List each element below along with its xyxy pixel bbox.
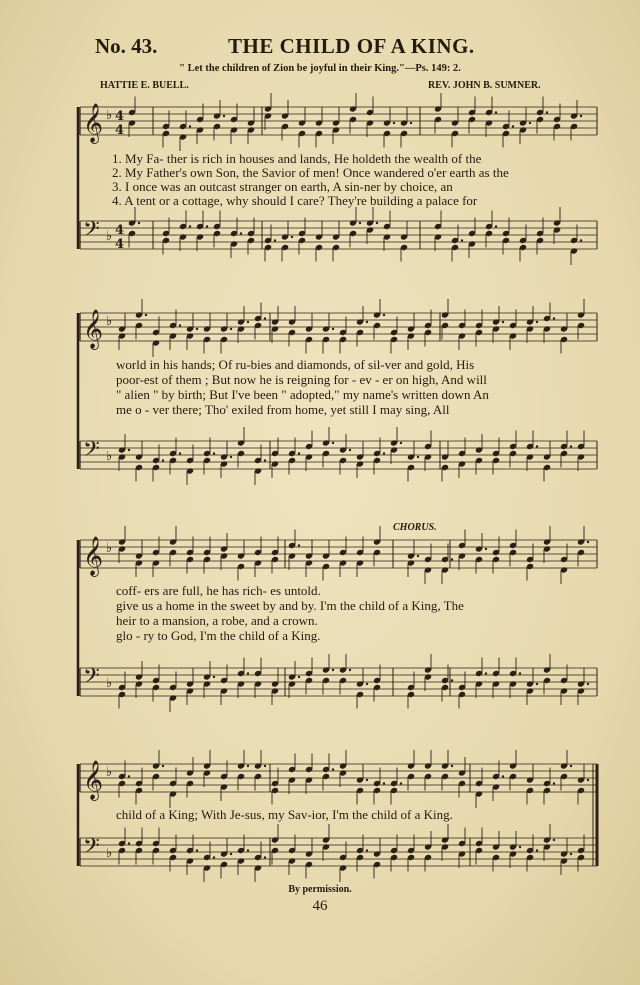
dot — [230, 328, 232, 330]
dot — [587, 541, 589, 543]
author-credit: HATTIE E. BUELL. — [100, 80, 189, 91]
lyric-line: give us a home in the sweet by and by. I'm the child of a King, The — [116, 598, 464, 613]
dot — [332, 669, 334, 671]
dot — [553, 782, 555, 784]
dot — [240, 232, 242, 234]
hymn-title: THE CHILD OF A KING. — [228, 34, 475, 58]
dot — [128, 842, 130, 844]
dot — [502, 775, 504, 777]
dot — [230, 853, 232, 855]
dot — [502, 321, 504, 323]
dot — [291, 236, 293, 238]
chorus-label: CHORUS. — [393, 522, 437, 533]
dot — [410, 122, 412, 124]
dot — [179, 324, 181, 326]
dot — [580, 239, 582, 241]
dot — [145, 314, 147, 316]
page-number: 46 — [312, 898, 328, 914]
dot — [485, 548, 487, 550]
lyric-line: 2. My Father's own Son, the Savior of men! Once wandered o'er earth as the — [112, 165, 509, 180]
dot — [587, 779, 589, 781]
dot — [247, 765, 249, 767]
flat-icon: ♭ — [106, 449, 113, 464]
dot — [196, 328, 198, 330]
dot — [247, 849, 249, 851]
lyric-line: poor-est of them ; But now he is reigning for - ev - er on high, And will — [116, 372, 487, 387]
lyric-line: glo - ry to God, I'm the child of a King. — [116, 628, 321, 643]
flat-icon: ♭ — [106, 846, 113, 861]
flat-icon: ♭ — [106, 676, 113, 691]
dot — [383, 782, 385, 784]
dot — [264, 459, 266, 461]
dot — [298, 676, 300, 678]
dot — [580, 115, 582, 117]
dot — [417, 456, 419, 458]
dot — [264, 856, 266, 858]
dot — [189, 125, 191, 127]
dot — [264, 317, 266, 319]
dot — [349, 669, 351, 671]
dot — [553, 317, 555, 319]
lyric-line: coff- ers are full, he has rich- es untold. — [116, 583, 321, 598]
dot — [393, 122, 395, 124]
dot — [298, 544, 300, 546]
lyric-line: 1. My Fa- ther is rich in houses and lands, He holdeth the wealth of the — [112, 151, 482, 166]
dot — [332, 328, 334, 330]
dot — [536, 321, 538, 323]
lyric-line: " alien " by birth; But I've been " adopted," my name's written down An — [116, 387, 489, 402]
dot — [128, 449, 130, 451]
epigraph: " Let the children of Zion be joyful in their King."—Ps. 149: 2. — [179, 63, 461, 74]
lyric-line: child of a King; With Je-sus, my Sav-ior, I'm the child of a King. — [116, 807, 453, 822]
dot — [383, 314, 385, 316]
composer-credit: REV. JOHN B. SUMNER. — [428, 80, 541, 91]
dot — [570, 853, 572, 855]
dot — [553, 839, 555, 841]
treble-clef-icon: 𝄞 — [83, 103, 104, 143]
lyric-line: heir to a mansion, a robe, and a crown. — [116, 613, 318, 628]
dot — [400, 782, 402, 784]
dot — [587, 683, 589, 685]
dot — [495, 225, 497, 227]
dot — [223, 115, 225, 117]
lyric-line: 3. I once was an outcast stranger on earth, A sin-ner by choice, an — [112, 179, 453, 194]
bass-clef-icon: 𝄢 — [83, 217, 100, 247]
dot — [519, 846, 521, 848]
time-signature: 4 — [115, 123, 125, 138]
time-signature: 4 — [115, 109, 125, 124]
dot — [570, 765, 572, 767]
dot — [162, 765, 164, 767]
lyric-line: world in his hands; Of ru-bies and diamonds, of sil-ver and gold, His — [116, 357, 475, 372]
dot — [451, 558, 453, 560]
dot — [570, 445, 572, 447]
dot — [366, 779, 368, 781]
dot — [376, 222, 378, 224]
dot — [332, 768, 334, 770]
dot — [546, 111, 548, 113]
dot — [128, 775, 130, 777]
dot — [512, 125, 514, 127]
time-signature: 4 — [115, 237, 125, 252]
flat-icon: ♭ — [106, 541, 113, 556]
dot — [366, 321, 368, 323]
dot — [451, 679, 453, 681]
dot — [349, 449, 351, 451]
time-signature: 4 — [115, 223, 125, 238]
treble-clef-icon: 𝄞 — [83, 760, 104, 800]
dot — [536, 849, 538, 851]
dot — [247, 321, 249, 323]
bass-clef-icon: 𝄢 — [83, 664, 100, 694]
dot — [247, 672, 249, 674]
dot — [519, 672, 521, 674]
dot — [189, 225, 191, 227]
dot — [536, 445, 538, 447]
dot — [495, 111, 497, 113]
bass-clef-icon: 𝄢 — [83, 437, 100, 467]
dot — [179, 452, 181, 454]
dot — [213, 676, 215, 678]
dot — [529, 122, 531, 124]
permission-note: By permission. — [288, 884, 352, 895]
dot — [536, 683, 538, 685]
dot — [213, 856, 215, 858]
dot — [451, 765, 453, 767]
dot — [485, 672, 487, 674]
hymn-number: No. 43. — [95, 34, 158, 58]
dot — [138, 222, 140, 224]
dot — [366, 849, 368, 851]
dot — [332, 442, 334, 444]
flat-icon: ♭ — [106, 314, 113, 329]
dot — [417, 555, 419, 557]
dot — [206, 225, 208, 227]
dot — [162, 459, 164, 461]
flat-icon: ♭ — [106, 229, 113, 244]
dot — [383, 452, 385, 454]
dot — [213, 452, 215, 454]
dot — [366, 683, 368, 685]
dot — [274, 239, 276, 241]
dot — [264, 765, 266, 767]
bass-clef-icon: 𝄢 — [83, 834, 100, 864]
lyric-line: 4. A tent or a cottage, why should I care? They're building a palace for — [112, 193, 478, 208]
lyric-line: me o - ver there; Tho' exiled from home, yet still I may sing, All — [116, 402, 450, 417]
dot — [359, 222, 361, 224]
flat-icon: ♭ — [106, 765, 113, 780]
dot — [298, 452, 300, 454]
dot — [230, 456, 232, 458]
dot — [400, 442, 402, 444]
treble-clef-icon: 𝄞 — [83, 309, 104, 349]
dot — [196, 849, 198, 851]
treble-clef-icon: 𝄞 — [83, 536, 104, 576]
dot — [461, 239, 463, 241]
flat-icon: ♭ — [106, 108, 113, 123]
